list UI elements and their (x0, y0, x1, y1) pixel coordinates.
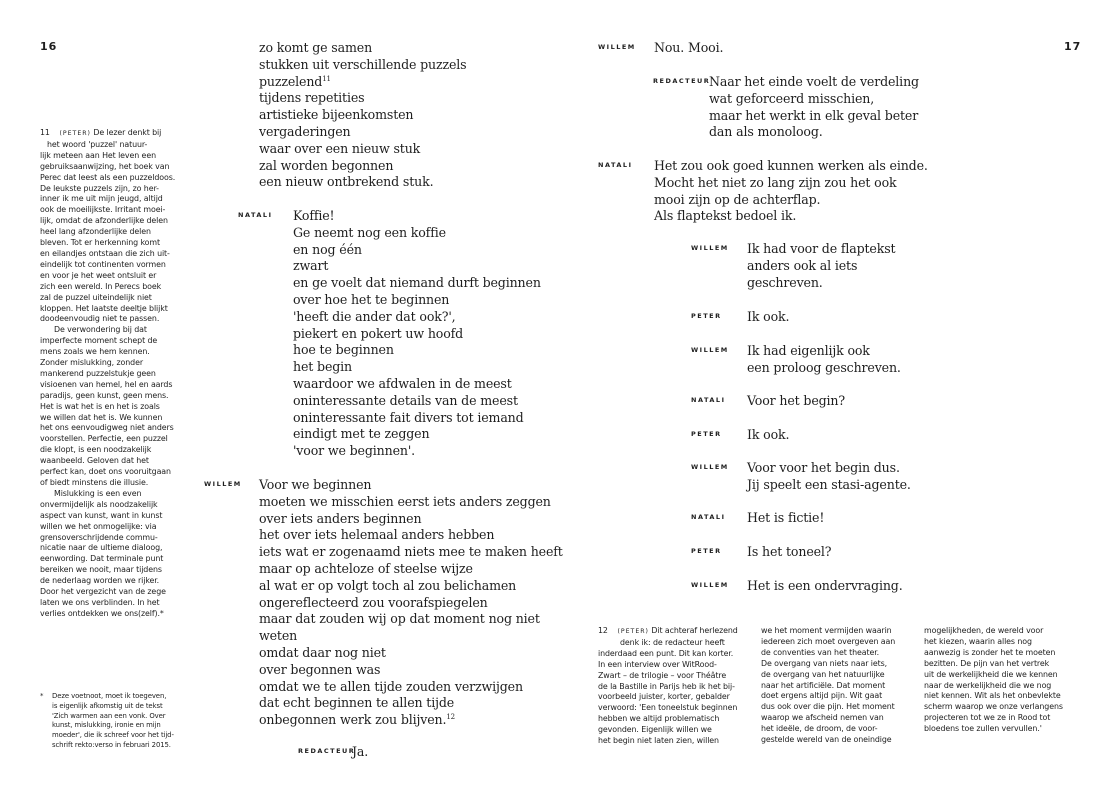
verse-line: het begin (293, 359, 352, 375)
verse-line: dan als monoloog. (709, 124, 823, 140)
footnote-line: In een interview over WitRood- (598, 659, 717, 669)
footnote-line: bezitten. De pijn van het vertrek (924, 658, 1050, 668)
footnote-line: doet ergens altijd pijn. Wit gaat (761, 691, 883, 701)
verse-line: Ik had eigenlijk ook (747, 343, 870, 358)
natali-verse (654, 158, 928, 225)
footnote-line: gebruiksaanwijzing, het boek van (40, 161, 170, 171)
dialogue-verse (747, 510, 824, 527)
footnote-line: iedereen zich moet overgeven aan (761, 636, 896, 646)
verse-line: een proloog geschreven. (747, 359, 901, 375)
willem-line: Nou. Mooi. (654, 40, 724, 55)
footnote-line: lijk, omdat de afzonderlijke delen (40, 216, 168, 226)
footnote-line: aspect van kunst, want in kunst (40, 510, 163, 520)
verse-line: Het is een ondervraging. (747, 578, 903, 593)
footnote-line: de nederlaag worden we rijker. (40, 576, 160, 586)
footnote-line: en eilandjes ontstaan die zich uit- (40, 248, 170, 258)
verse-line: anders ook al iets (747, 257, 858, 273)
verse-line: over begonnen was (259, 661, 381, 677)
footnote-line: lijk meteen aan Het leven een (40, 150, 156, 160)
footnote-11 (40, 128, 175, 620)
footnote-line: het begin niet laten zien, willen (598, 736, 719, 746)
footnote-line: bleven. Tot er herkenning komt (40, 238, 160, 248)
footnote-line: we het moment vermijden waarin (761, 626, 892, 635)
verse-line: waar over een nieuw stuk (259, 140, 421, 156)
page-number-right: 17 (1064, 40, 1082, 53)
speaker-peter: PETER (691, 430, 722, 438)
footnote-line: 'Zich warmen aan een vonk. Over (52, 711, 166, 720)
footnote-line: verwoord: 'Een toneelstuk beginnen (598, 703, 738, 713)
footnote-line: Perec dat leest als een puzzeldoos. (40, 172, 176, 182)
footnote-line: de conventies van het theater. (761, 647, 880, 657)
footnote-line: uit de werkelijkheid die we kennen (924, 669, 1058, 679)
footnote-line: onvermijdelijk als noodzakelijk (40, 499, 158, 509)
verse-line: puzzelend$^{11}$ (259, 73, 331, 89)
redacteur-verse (709, 74, 919, 141)
verse-line: Het is fictie! (747, 510, 825, 525)
footnote-12-col2 (761, 626, 895, 746)
verse-line: wat geforceerd misschien, (709, 90, 875, 106)
speaker-natali: NATALI (238, 211, 273, 219)
speaker-willem: WILLEM (598, 43, 636, 51)
verse-line: onbegonnen werk zou blijven.$^{12}$ (259, 712, 455, 728)
verse-line: tijdens repetities (259, 90, 365, 106)
verse-line: piekert en pokert uw hoofd (293, 325, 464, 341)
footnote-line: De leukste puzzels zijn, zo her- (40, 183, 159, 193)
speaker-peter: PETER (691, 312, 722, 320)
footnote-line: nicatie naar de ultieme dialoog, (40, 543, 163, 553)
footnote-12-col1 (598, 626, 738, 747)
footnote-line: mens zoals we hem kennen. (40, 347, 150, 357)
verse-line: Voor we beginnen (259, 477, 372, 492)
dialogue-verse (747, 460, 911, 494)
star-footnote-body (40, 692, 174, 751)
verse-line: Is het toneel? (747, 544, 832, 559)
star-mark: * (40, 692, 44, 700)
verse-line: eindigt met te zeggen (293, 426, 430, 442)
verse-line: hoe te beginnen (293, 342, 394, 358)
verse-line: het over iets helemaal anders hebben (259, 527, 495, 543)
verse-line: Ge neemt nog een koffie (293, 224, 446, 240)
willem-verse (259, 477, 563, 729)
verse-line: Koffie! (293, 208, 335, 223)
verse-line: stukken uit verschillende puzzels (259, 56, 467, 72)
footnote-line: verlies ontdekken we ons(zelf).* (40, 608, 164, 618)
speaker-willem: WILLEM (691, 244, 729, 252)
footnote-line: kunst, mislukking, ironie en mijn (52, 721, 161, 730)
footnote-line: Zonder mislukking, zonder (40, 358, 143, 368)
footnote-line: imperfecte moment schept de (40, 336, 158, 346)
footnote-line: bereiken we nooit, maar tijdens (40, 565, 162, 575)
speaker-willem: WILLEM (691, 581, 729, 589)
verse-line: al wat er op volgt toch al zou belichamen (259, 577, 517, 593)
footnote-line: waanbeeld. Geloven dat het (40, 456, 149, 466)
footnote-line: naar de werkelijkheid die we nog (924, 680, 1052, 690)
verse-line: 'voor we beginnen'. (293, 443, 416, 459)
footnote-speaker: (PETER) (59, 130, 91, 137)
speaker-natali: NATALI (598, 161, 633, 169)
footnote-line: mankerend puzzelstukje geen (40, 368, 156, 378)
verse-line: over iets anders beginnen (259, 510, 422, 526)
footnote-line: voorbeeld juister, korter, gebalder (598, 692, 730, 702)
footnote-line: moeder', die ik schreef voor het tijd- (52, 731, 174, 740)
footnote-line: het woord 'puzzel' natuur- (47, 139, 148, 149)
footnote-speaker: (PETER) (617, 628, 649, 635)
verse-line: 'heeft die ander dat ook?', (293, 308, 456, 324)
footnote-line: De lezer denkt bij (93, 128, 162, 137)
verse-line: en ge voelt dat niemand durft beginnen (293, 275, 541, 291)
verse-line: Ik ook. (747, 309, 790, 324)
verse-line: zwart (293, 258, 329, 274)
footnote-12-col3 (924, 626, 1063, 735)
footnote-line: De overgang van niets naar iets, (761, 658, 888, 668)
verse-line: Voor voor het begin dus. (747, 460, 900, 475)
verse-line: over hoe het te beginnen (293, 291, 450, 307)
verse-line: weten (259, 628, 298, 644)
poem-intro (259, 40, 466, 191)
footnote-line: Het is wat het is en het is zoals (40, 401, 160, 411)
footnote-line: visioenen van hemel, hel en aards (40, 379, 173, 389)
footnote-line: hebben we altijd problematisch (598, 714, 720, 724)
footnote-line: projecteren tot we ze in Rood tot (924, 713, 1051, 723)
footnote-number: 12 (598, 626, 608, 635)
footnote-line: Deze voetnoot, moet ik toegeven, (52, 692, 167, 700)
footnote-line: de overgang van het natuurlijke (761, 669, 885, 679)
footnote-line: eindelijk tot continenten vormen (40, 259, 166, 269)
verse-line: maar dat zouden wij op dat moment nog niet (259, 611, 540, 627)
page-number-left: 16 (40, 40, 58, 53)
footnote-number: 11 (40, 128, 50, 137)
dialogue-verse (747, 241, 895, 291)
verse-line: Ik ook. (747, 427, 790, 442)
footnote-line: het ideële, de droom, de voor- (761, 724, 878, 734)
redacteur-line: Ja. (352, 744, 369, 759)
footnote-line: laten we ons verblinden. In het (40, 597, 160, 607)
footnote-line: paradijs, geen kunst, geen mens. (40, 390, 169, 400)
verse-line: en nog één (293, 241, 362, 257)
verse-line: oninteressante details van de meest (293, 392, 518, 408)
verse-line: omdat we te allen tijde zouden verzwijgen (259, 678, 523, 694)
speaker-willem: WILLEM (204, 480, 242, 488)
footnote-line: willen we het onmogelijke: via (40, 521, 157, 531)
verse-line: maar het werkt in elk geval beter (709, 107, 919, 123)
speaker-willem: WILLEM (691, 463, 729, 471)
footnote-line: kloppen. Het laatste deeltje blijkt (40, 303, 168, 313)
footnote-line: denk ik: de redacteur heeft (620, 637, 725, 647)
footnote-line: grensoverschrijdende commu- (40, 532, 158, 542)
footnote-line: gestelde wereld van de oneindige (761, 735, 892, 745)
speaker-redacteur: REDACTEUR (298, 747, 356, 755)
verse-line: Voor het begin? (747, 393, 845, 408)
footnote-line: of biedt minstens die illusie. (40, 478, 149, 487)
footnote-ref-12: 12 (446, 712, 455, 721)
verse-line: omdat daar nog niet (259, 644, 386, 660)
footnote-line: Mislukking is een even (54, 488, 142, 498)
footnote-line: dus ook over die pijn. Het moment (761, 702, 895, 712)
footnote-line: zich een wereld. In Perecs boek (40, 281, 162, 291)
dialogue-verse (747, 544, 831, 561)
verse-line: mooi zijn op de achterflap. (654, 191, 821, 207)
footnote-line: die klopt, is een noodzakelijk (40, 445, 152, 455)
speaker-natali: NATALI (691, 513, 726, 521)
footnote-line: voorstellen. Perfectie, een puzzel (40, 434, 168, 444)
footnote-line: waarop we afscheid nemen van (761, 713, 884, 723)
footnote-line: bloedens toe zullen vervullen.' (924, 724, 1042, 734)
footnote-line: aanwezig is zonder het te moeten (924, 647, 1056, 657)
footnote-line: het kiezen, waarin alles nog (924, 636, 1032, 646)
dialogue-verse (747, 578, 903, 595)
footnote-line: doodeenvoudig niet te passen. (40, 314, 160, 324)
dialogue-verse (747, 427, 789, 444)
speaker-peter: PETER (691, 547, 722, 555)
verse-line: maar op achteloze of steelse wijze (259, 560, 473, 576)
footnote-line: scherm waarop we onze verlangens (924, 702, 1063, 712)
footnote-body (40, 151, 175, 620)
verse-line: waardoor we afdwalen in de meest (293, 375, 512, 391)
verse-line: moeten we misschien eerst iets anders zeggen (259, 493, 551, 509)
verse-line: Als flaptekst bedoel ik. (654, 208, 797, 224)
verse-line: ongereflecteerd zou voorafspiegelen (259, 594, 488, 610)
footnote-line: ook de moeilijkste. Irritant moei- (40, 205, 166, 215)
star-footnote (40, 692, 174, 751)
verse-line: Jij speelt een stasi-agente. (747, 476, 911, 492)
footnote-line: Door het vergezicht van de zege (40, 587, 166, 597)
footnote-line: Zwart – de trilogie – voor Théâtre (598, 670, 727, 680)
verse-line: zo komt ge samen (259, 40, 373, 55)
footnote-body (40, 140, 175, 151)
footnote-line: niet kennen. Wit als het onbevlekte (924, 691, 1061, 701)
footnote-ref-11: 11 (322, 74, 331, 83)
footnote-line: de la Bastille in Parijs heb ik het bij- (598, 681, 735, 691)
footnote-line: en voor je het weet ontsluit er (40, 270, 157, 280)
footnote-line: is eigenlijk afkomstig uit de tekst (52, 701, 163, 710)
footnote-line: het ons eenvoudigweg niet anders (40, 423, 174, 433)
verse-line: Mocht het niet zo lang zijn zou het ook (654, 174, 897, 190)
verse-line: Naar het einde voelt de verdeling (709, 74, 919, 89)
speaker-natali: NATALI (691, 396, 726, 404)
verse-line: iets wat er zogenaamd niets mee te maken heeft (259, 544, 563, 560)
footnote-line: naar het artificiële. Dat moment (761, 680, 886, 690)
verse-line: artistieke bijeenkomsten (259, 107, 414, 123)
speaker-redacteur: REDACTEUR (653, 77, 711, 85)
verse-line: dat echt beginnen te allen tijde (259, 695, 455, 711)
footnote-line: eenwording. Dat terminale punt (40, 554, 164, 564)
footnote-line: we willen dat het is. We kunnen (40, 412, 163, 422)
verse-line: zal worden begonnen (259, 157, 394, 173)
footnote-line: inner ik me uit mijn jeugd, altijd (40, 194, 163, 204)
footnote-line: gevonden. Eigenlijk willen we (598, 725, 712, 735)
footnote-line: Dit achteraf herlezend (651, 626, 738, 635)
footnote-line: inderdaad een punt. Dit kan korter. (598, 648, 734, 658)
verse-line: oninteressante fait divers tot iemand (293, 409, 524, 425)
footnote-line: schrift rekto:verso in februari 2015. (52, 740, 171, 749)
verse-line: een nieuw ontbrekend stuk. (259, 174, 434, 190)
dialogue-verse (747, 309, 789, 326)
verse-line: Ik had voor de flaptekst (747, 241, 896, 256)
footnote-line: perfect kan, doet ons vooruitgaan (40, 467, 171, 477)
verse-line: vergaderingen (259, 123, 351, 139)
verse-line: Het zou ook goed kunnen werken als einde. (654, 158, 928, 173)
footnote-line: mogelijkheden, de wereld voor (924, 626, 1044, 635)
verse-line: geschreven. (747, 274, 823, 290)
dialogue-verse (747, 393, 845, 410)
footnote-line: zal de puzzel uiteindelijk niet (40, 292, 152, 302)
footnote-line: De verwondering bij dat (54, 325, 147, 335)
footnote-line: heel lang afzonderlijke delen (40, 227, 151, 237)
speaker-willem: WILLEM (691, 346, 729, 354)
natali-verse (293, 208, 541, 460)
dialogue-verse (747, 343, 901, 377)
